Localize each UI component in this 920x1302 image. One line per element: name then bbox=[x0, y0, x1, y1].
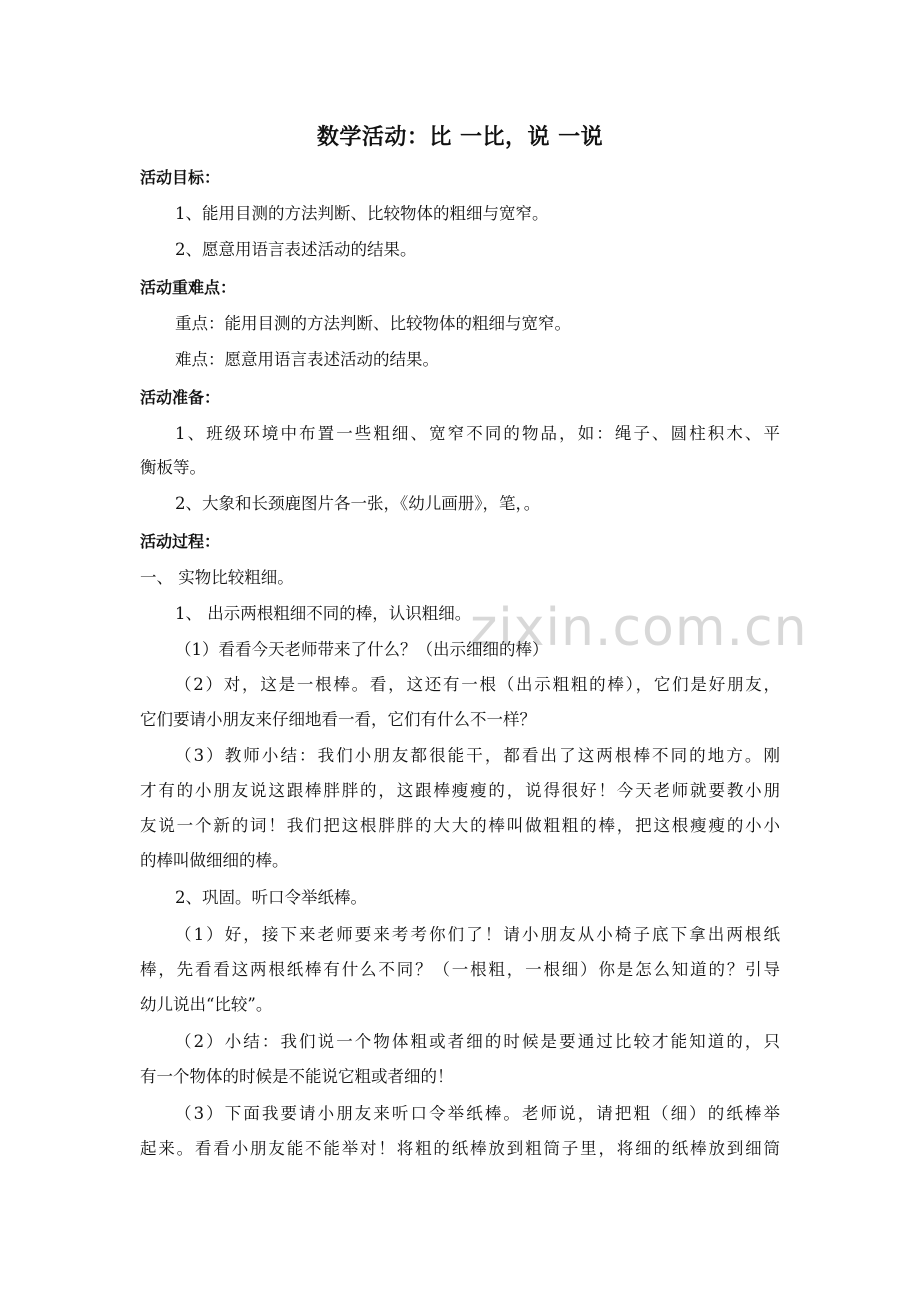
step-2-paragraph-1-line-1: （1）好，接下来老师要来考考你们了！请小朋友从小椅子底下拿出两根纸 bbox=[175, 925, 780, 944]
step-2-paragraph-2-line-1: （2）小结：我们说一个物体粗或者细的时候是要通过比较才能知道的，只 bbox=[175, 1032, 780, 1051]
paragraph-3-line-4: 的棒叫做细细的棒。 bbox=[140, 851, 289, 870]
document-title: 数学活动：比 一比，说 一说 bbox=[316, 125, 604, 150]
paragraph-2-line-2: 它们要请小朋友来仔细地看一看，它们有什么不一样？ bbox=[140, 710, 536, 729]
step-2-paragraph-3-line-1: （3）下面我要请小朋友来听口令举纸棒。老师说，请把粗（细）的纸棒举 bbox=[175, 1104, 780, 1123]
goals-heading: 活动目标： bbox=[140, 168, 221, 187]
step-2-paragraph-3-line-2: 起来。看看小朋友能不能举对！将粗的纸棒放到粗筒子里，将细的纸棒放到细筒 bbox=[140, 1139, 780, 1158]
key-points-heading: 活动重难点： bbox=[140, 278, 237, 297]
process-step-1-1: 1、 出示两根粗细不同的棒，认识粗细。 bbox=[175, 604, 472, 623]
step-2-paragraph-2-line-2: 有一个物体的时候是不能说它粗或者细的！ bbox=[140, 1067, 454, 1086]
process-step-2: 2、巩固。听口令举纸棒。 bbox=[175, 888, 367, 907]
watermark: zixin.com.cn bbox=[470, 598, 808, 658]
paragraph-3-line-1: （3）教师小结：我们小朋友都很能干，都看出了这两根棒不同的地方。刚 bbox=[175, 746, 780, 765]
step-2-paragraph-1-line-3: 幼儿说出“比较”。 bbox=[140, 995, 273, 1014]
process-heading: 活动过程： bbox=[140, 532, 221, 551]
preparation-item-1: 1、班级环境中布置一些粗细、宽窄不同的物品，如：绳子、圆柱积木、平 bbox=[175, 424, 780, 443]
key-point: 重点：能用目测的方法判断、比较物体的粗细与宽窄。 bbox=[175, 314, 571, 333]
preparation-item-1-cont: 衡板等。 bbox=[140, 458, 206, 477]
process-step-1: 一、 实物比较粗细。 bbox=[140, 568, 294, 587]
goal-item-2: 2、愿意用语言表述活动的结果。 bbox=[175, 240, 417, 259]
difficult-point: 难点：愿意用语言表述活动的结果。 bbox=[175, 350, 439, 369]
preparation-heading: 活动准备： bbox=[140, 388, 221, 407]
goal-item-1: 1、能用目测的方法判断、比较物体的粗细与宽窄。 bbox=[175, 204, 549, 223]
preparation-item-2: 2、大象和长颈鹿图片各一张，《幼儿画册》，笔，。 bbox=[175, 494, 541, 513]
paragraph-2-line-1: （2）对，这是一根棒。看，这还有一根（出示粗粗的棒），它们是好朋友， bbox=[175, 675, 780, 694]
paragraph-3-line-3: 友说一个新的词！我们把这根胖胖的大大的棒叫做粗粗的棒，把这根瘦瘦的小小 bbox=[140, 816, 780, 835]
step-2-paragraph-1-line-2: 棒，先看看这两根纸棒有什么不同？（一根粗，一根细）你是怎么知道的？引导 bbox=[140, 960, 780, 979]
paragraph-3-line-2: 才有的小朋友说这跟棒胖胖的，这跟棒瘦瘦的，说得很好！今天老师就要教小朋 bbox=[140, 781, 780, 800]
paragraph-1: （1）看看今天老师带来了什么？（出示细细的棒） bbox=[175, 640, 549, 659]
